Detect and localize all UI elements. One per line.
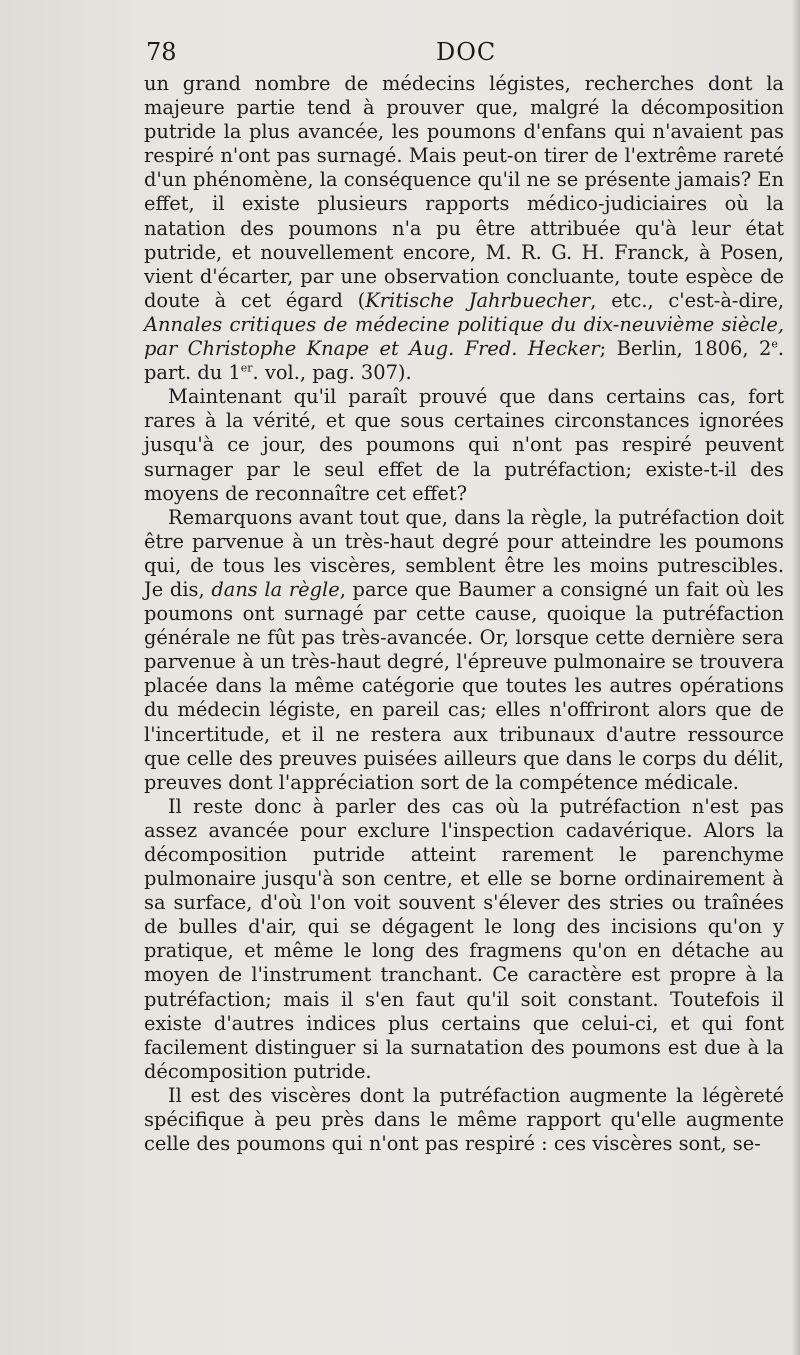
text-run: un grand nombre de médecins légistes, recherches dont la majeure partie tend à prouver que, malgré la décomposition putride la plus avancée, les poumons d'enfans qui n'avaient pas respiré n'ont pas surnagé. Mais peut-on tirer de l'extrême rareté d'un phénomène, la conséquence qu'il ne se présente jamais? En effet, il existe plusieurs rapports médico-judiciaires où la natation des poumons n'a pu être attribuée qu'à leur état putride, et nouvellement encore, M. R. G. H. Franck, à Posen, vient d'écarter, par une observation concluante, toute espèce de doute à cet égard (: [144, 72, 784, 312]
text-run: Maintenant qu'il paraît prouvé que dans certains cas, fort rares à la vérité, et que sous certaines circonstances ignorées jusqu'à ce jour, des poumons qui n'ont pas respiré peuvent surnager par le seul effet de la putréfaction; existe-t-il des moyens de reconnaître cet effet?: [144, 385, 784, 505]
paragraph: [144, 795, 784, 1084]
text-run: Il reste donc à parler des cas où la putréfaction n'est pas assez avancée pour exclure l'inspection cadavérique. Alors la décomposition putride atteint rarement le parenchyme pulmonaire jusqu'à son centre, et elle se borne ordinairement à sa surface, d'où l'on voit souvent s'élever des stries ou traînées de bulles d'air, qui se dégagent le long des incisions qu'on y pratique, et même le long des fragmens qu'on en détache au moyen de l'instrument tranchant. Ce caractère est propre à la putréfaction; mais il s'en faut qu'il soit constant. Toutefois il existe d'autres indices plus certains que celui-ci, et qui font facilement distinguer si la surnatation des poumons est due à la décomposition putride.: [144, 794, 784, 1083]
paragraph: [144, 506, 784, 795]
text-run: ; Berlin, 1806, 2: [599, 337, 772, 361]
paragraph: [144, 1084, 784, 1156]
text-run: . part. du 1: [144, 337, 784, 385]
paragraph: [144, 385, 784, 505]
text-run: , parce que Baumer a consigné un fait où les poumons ont surnagé par cette cause, quoique la putréfaction générale ne fût pas très-avancée. Or, lorsque cette dernière sera parvenue à un très-haut degré, l'épreuve pulmonaire se trouvera placée dans la même catégorie que toutes les autres opérations du médecin légiste, en pareil cas; elles n'offriront alors que de l'incertitude, et il ne restera aux tribunaux d'autre ressource que celle des preuves puisées ailleurs que dans le corps du délit, preuves dont l'appréciation sort de la compétence médicale.: [144, 577, 784, 794]
italic-run: dans la règle: [211, 577, 340, 601]
text-run: Remarquons avant tout que, dans la règle, la putréfaction doit être parvenue à un très-haut degré pour atteindre les poumons qui, de tous les viscères, semblent être les moins putrescibles. Je dis,: [144, 505, 784, 601]
body-text: [144, 72, 784, 1156]
text-run: , etc., c'est-à-dire,: [590, 288, 784, 312]
page-number: 78: [146, 38, 177, 66]
text-run: . vol., pag. 307).: [252, 361, 412, 385]
italic-run: Kritische Jahrbuecher: [365, 288, 591, 312]
superscript: e: [771, 337, 778, 351]
superscript: er: [240, 361, 253, 375]
paragraph: [144, 72, 784, 385]
page-edge-shadow: [792, 0, 800, 1355]
text-run: Il est des viscères dont la putréfaction augmente la légèreté spécifique à peu près dans le même rapport qu'elle augmente celle des poumons qui n'ont pas respiré : ces viscères sont, se-: [144, 1083, 784, 1156]
running-head: DOC: [436, 38, 497, 66]
page-header: [146, 38, 786, 72]
italic-run: Annales critiques de médecine politique du dix-neuvième siècle, par Christophe Knape et Aug. Fred. Hecker: [144, 312, 784, 361]
